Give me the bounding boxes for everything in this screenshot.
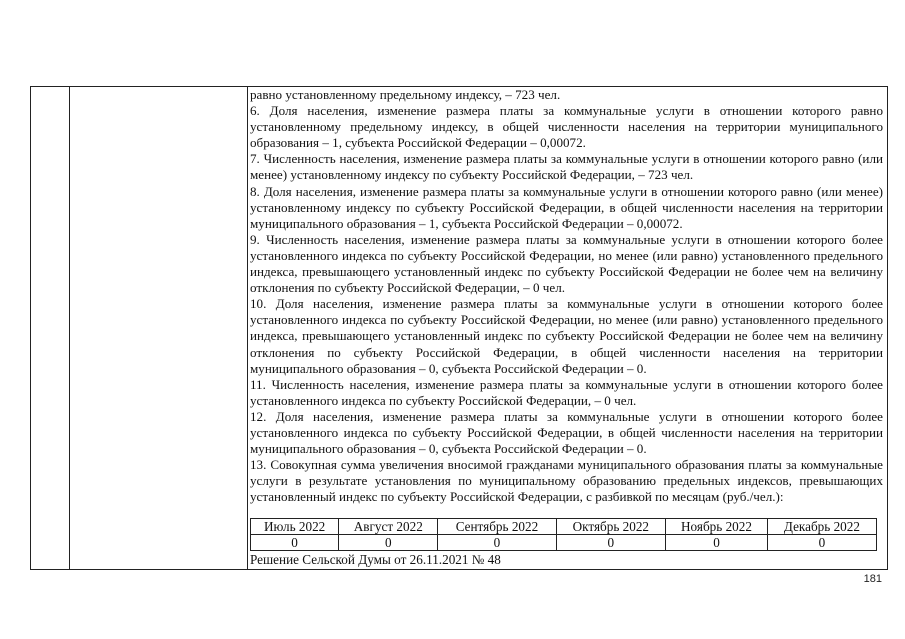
paragraph-13: 13. Совокупная сумма увеличения вносимой гражданами муниципального образования платы за коммунальные услуги в результате установления по муниципальному образованию предельных индексов, превышающих установленный индекс по субъекту Российской Федерации, с разбивкой по месяцам (руб./чел.): <box>250 457 883 505</box>
month-header: Октябрь 2022 <box>556 519 666 535</box>
paragraph-12: 12. Доля населения, изменение размера платы за коммунальные услуги в отношении которого более установленного индекса по субъекту Российской Федерации, в общей численности населения на территории муниципального образования – 0, субъекта Российской Федерации – 0. <box>250 408 883 457</box>
month-value: 0 <box>251 535 339 551</box>
month-header: Сентябрь 2022 <box>438 519 556 535</box>
month-value: 0 <box>666 535 768 551</box>
month-value: 0 <box>767 535 876 551</box>
paragraph-continuation: равно установленному предельному индексу, – 723 чел. <box>250 87 561 102</box>
month-header: Август 2022 <box>339 519 438 535</box>
paragraph-9: 9. Численность населения, изменение размера платы за коммунальные услуги в отношении которого более установленного индекса по субъекту Российской Федерации, но менее (или равно) установленного предельного индекса, превышающего установленный индекс по субъекту Российской Федерации не более чем на величину отклонения по субъекту Российской Федерации, – 0 чел. <box>250 231 883 296</box>
column-divider-1 <box>69 86 70 570</box>
page-number: 181 <box>863 573 882 585</box>
month-value: 0 <box>438 535 556 551</box>
month-header: Декабрь 2022 <box>767 519 876 535</box>
table-row <box>251 535 877 551</box>
decision-reference: Решение Сельской Думы от 26.11.2021 № 48 <box>250 552 501 567</box>
month-value: 0 <box>556 535 666 551</box>
month-header: Июль 2022 <box>251 519 339 535</box>
content-cell <box>250 87 883 505</box>
paragraph-8: 8. Доля населения, изменение размера платы за коммунальные услуги в отношении которого равно (или менее) установленному индексу по субъекту Российской Федерации, в общей численности населения на территории муниципального образования – 1, субъекта Российской Федерации – 0,00072. <box>250 183 883 231</box>
table-header-row <box>251 519 877 535</box>
paragraph-7: 7. Численность населения, изменение размера платы за коммунальные услуги в отношении которого равно (или менее) установленному индексу по субъекту Российской Федерации, – 723 чел. <box>250 151 883 183</box>
column-divider-2 <box>247 86 248 570</box>
monthly-increase-table <box>250 518 877 551</box>
paragraph-10: 10. Доля населения, изменение размера платы за коммунальные услуги в отношении которого более установленного индекса по субъекту Российской Федерации, но менее (или равно) установленного предельного индекса, превышающего установленный индекс по субъекту Российской Федерации не более чем на величину отклонения по субъекту Российской Федерации, в общей численности населения на территории муниципального образования – 0, субъекта Российской Федерации – 0. <box>250 296 883 376</box>
month-header: Ноябрь 2022 <box>666 519 768 535</box>
paragraph-11: 11. Численность населения, изменение размера платы за коммунальные услуги в отношении которого более установленного индекса по субъекту Российской Федерации, – 0 чел. <box>250 376 883 408</box>
month-value: 0 <box>339 535 438 551</box>
paragraph-6: 6. Доля населения, изменение размера платы за коммунальные услуги в отношении которого равно установленному предельному индексу, в общей численности населения на территории муниципального образования – 1, субъекта Российской Федерации – 0,00072. <box>250 103 883 151</box>
